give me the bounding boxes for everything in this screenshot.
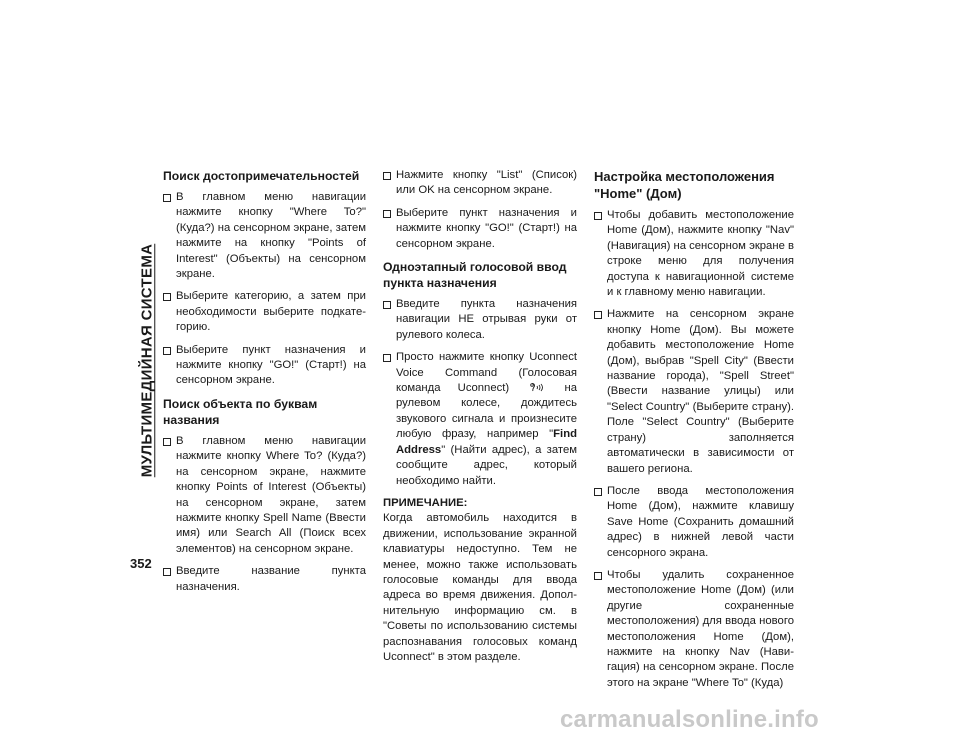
list-item-text: В главном меню навигации нажмите кнопку Where To? (Куда?) на сенсорном экране, нажмите кнопку Points of Interest (Объекты) на сенсорном экране, затем нажмите кнопку Spell Name (Ввести имя) или Search All (Поиск всех элементов) на сенсорном экране. — [176, 434, 366, 555]
heading-poi-search: Поиск достопримечательностей — [163, 169, 360, 183]
voice-text-part-2: на рулевом колесе, дождитесь звукового сигнала и произнесите любую фразу, например " — [396, 382, 577, 441]
list-item — [383, 297, 577, 343]
list-item-text: После ввода местоположения Home (Дом), нажмите клавишу Save Home (Сохранить домашний адрес) в нижней левой части сенсорного экрана. — [607, 484, 794, 559]
checkbox-square-icon — [594, 212, 602, 220]
list-item-text: Нажмите кнопку "List" (Список) или OK на сенсорном экране. — [396, 169, 577, 197]
note-title: ПРИМЕЧАНИЕ: — [383, 496, 468, 509]
checkbox-square-icon — [163, 568, 171, 576]
list-item-text: Чтобы добавить местоположение Home (Дом), нажмите кнопку "Nav" (Навигация) на сенсорном экране в строке меню для получения доступа к навигационной системе и к главному меню навигации. — [607, 209, 794, 299]
list-item — [163, 190, 366, 282]
note-text: Когда автомобиль находится в движении, использование экранной клавиатуры недоступно. Тем не менее, можно также использовать голосовые команды для ввода адреса во время движения. Дополнительную информацию см. в "Советы по использованию системы распознавания голосовых команд Uconnect" в этом разделе. — [383, 512, 577, 663]
list-item — [594, 568, 794, 691]
list-item-text: В главном меню навигации нажмите кнопку "Where To?" (Куда?) на сенсорном экране, затем нажмите на кнопку "Points of Interest" (Объекты) на сенсорном экране. — [176, 191, 366, 281]
checkbox-square-icon — [383, 210, 391, 218]
checkbox-square-icon — [594, 311, 602, 319]
column-1 — [163, 168, 366, 602]
list-item — [163, 434, 366, 557]
page-number: 352 — [130, 556, 152, 571]
heading-spell-search: Поиск объекта по буквам названия — [163, 396, 318, 427]
column-3 — [594, 168, 794, 698]
list-item — [594, 307, 794, 476]
list-item — [163, 289, 366, 335]
list-item-text: Выберите пункт назначения и нажмите кнопку "GO!" (Старт!) на сенсорном экране. — [396, 206, 577, 250]
list-item — [383, 350, 577, 489]
checkbox-square-icon — [594, 488, 602, 496]
checkbox-square-icon — [163, 194, 171, 202]
checkbox-square-icon — [163, 347, 171, 355]
checkbox-square-icon — [383, 301, 391, 309]
checkbox-square-icon — [383, 354, 391, 362]
section-side-tab — [136, 172, 158, 548]
list-item-text: Введите название пункта назначения. — [176, 565, 366, 593]
section-title: МУЛЬТИМЕДИЙНАЯ СИСТЕМА — [138, 243, 156, 477]
list-item-text: Выберите пункт назначения и нажмите кнопку "GO!" (Старт!) на сенсорном экране. — [176, 343, 366, 387]
voice-text-part-1: Просто нажмите кнопку Uconnect Voice Command (Голосовая команда Uconnect) — [396, 351, 577, 395]
list-item — [163, 564, 366, 595]
voice-command-phrase: Find Address — [396, 428, 577, 456]
heading-voice-destination: Одноэтапный голосовой ввод пункта назначения — [383, 260, 567, 291]
heading-home-setup: Настройка местоположения "Home" (Дом) — [594, 169, 775, 201]
list-item — [163, 343, 366, 389]
list-item-text: Выберите категорию, а затем при необходимости выберите подкатегорию. — [176, 290, 366, 334]
list-item-text — [396, 350, 577, 489]
list-item — [594, 208, 794, 300]
list-item — [383, 206, 577, 252]
list-item-text: Чтобы удалить сохраненное местоположение Home (Дом) (или другие сохраненные местоположения) для ввода нового местоположения Home (Дом), нажмите на кнопку Nav (Навигация) на сенсорном экране. После этого на экране "Where To" (Куда) — [607, 568, 794, 689]
column-2 — [383, 168, 577, 665]
watermark: carmanualsonline.info — [560, 706, 819, 733]
list-item-text: Введите пункта назначения навигации НЕ отрывая руки от рулевого колеса. — [396, 298, 577, 341]
voice-text-part-3: " (Найти адрес), а затем сообщите адрес, который необходимо найти. — [396, 443, 577, 487]
list-item — [383, 168, 577, 199]
list-item — [594, 484, 794, 561]
checkbox-square-icon — [594, 572, 602, 580]
checkbox-square-icon — [163, 293, 171, 301]
checkbox-square-icon — [163, 438, 171, 446]
voice-command-icon — [529, 382, 544, 393]
list-item-text: Нажмите на сенсорном экране кнопку Home (Дом). Вы можете добавить местоположение Home (Дом), выбрав "Spell City" (Ввести название города), "Spell Street" (Ввести название улицы) или "Select Country" (Выберите страну). Поле "Select Country" (Выберите страну) заполняется автоматически в зависимости от вашего региона. — [607, 308, 794, 475]
checkbox-square-icon — [383, 172, 391, 180]
